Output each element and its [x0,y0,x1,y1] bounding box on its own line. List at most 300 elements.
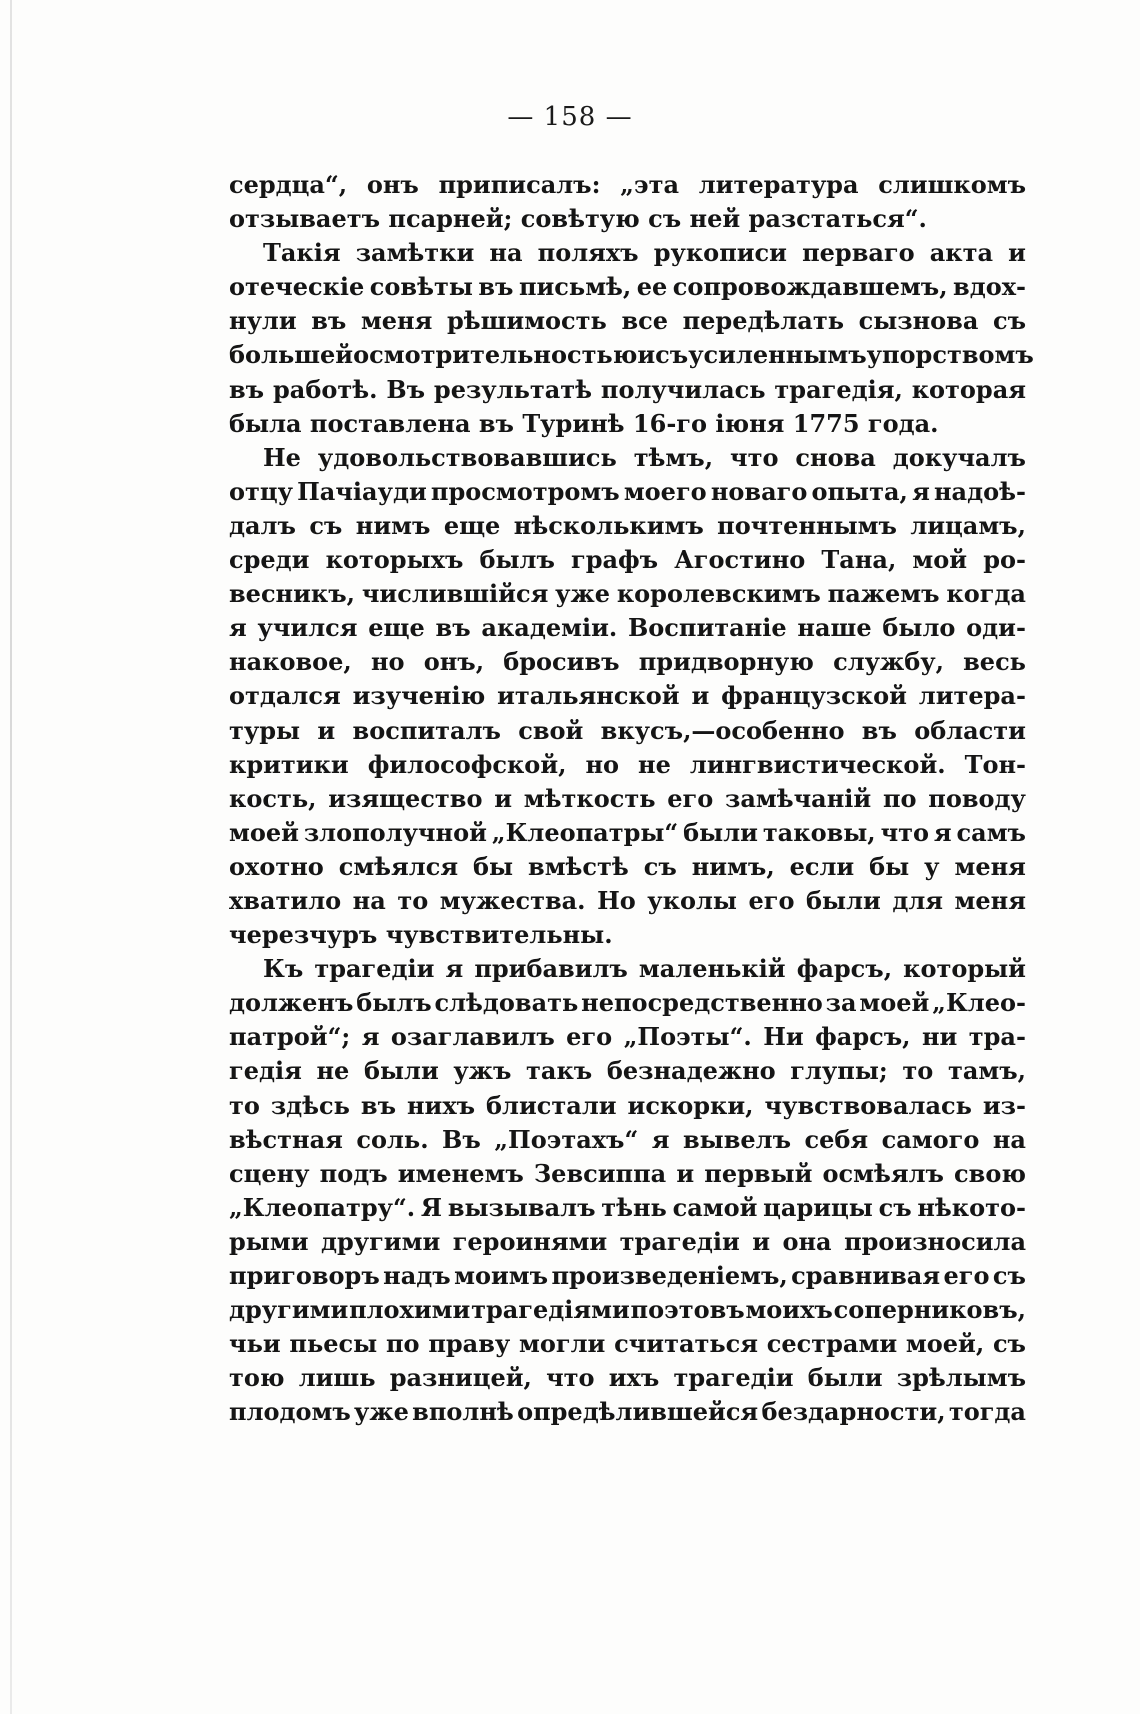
word: но [585,749,620,779]
word: отдался [229,681,341,711]
word: Но [597,885,636,915]
word: въ [311,306,347,336]
word: уколы [647,885,737,915]
word: моей, [905,1329,985,1359]
word: удовольствовавшись [317,442,617,472]
word: туры [229,715,301,745]
word: бы [473,851,514,881]
word: сердца“, [229,170,348,199]
word: не [316,1056,350,1086]
word: нихъ [406,1090,476,1120]
word: слѣдовать [434,988,579,1018]
word: рукописи [653,238,787,268]
word: поэтовъ [630,1295,745,1325]
text-line [229,1123,1026,1157]
word: фарсъ, [796,954,893,984]
word: самъ [956,817,1026,847]
word: снова [795,442,876,472]
text-line [229,884,1026,918]
word: учился [257,613,358,643]
word: Къ [263,954,304,984]
word: подъ [319,1158,388,1188]
word: и [676,1158,695,1188]
word: усиленнымъ [688,340,867,370]
word: но [370,647,405,677]
word: французской [721,681,907,711]
text-line [229,1157,1026,1191]
text-line [229,748,1026,782]
word: поводу [928,783,1026,813]
word: ро- [983,545,1026,575]
word: бы [869,851,910,881]
word: трагедіями [471,1295,630,1325]
text-line [229,1395,1026,1429]
word: поляхъ [537,238,639,268]
word: царицы [763,1192,873,1222]
text-line [229,509,1026,543]
word: чувствовалась [764,1090,972,1120]
word: все [621,306,668,336]
word: не [638,749,671,779]
word: могли [519,1329,606,1359]
word: которыхъ [325,545,464,575]
word: сопровождавшемъ, [672,272,948,302]
word: поставлена [309,408,471,438]
word: на [489,238,523,268]
word: черезчуръ [229,920,378,950]
word: королевскимъ [616,579,821,609]
text-line [229,714,1026,748]
word: плодомъ [229,1397,351,1427]
word: совѣтую [520,204,640,234]
word: ее [636,272,668,302]
text-line [229,611,1026,645]
word: приписалъ: [438,170,601,199]
word: замѣчаній [725,783,872,813]
word: акта [929,238,994,268]
word: было [882,613,956,643]
word: сестрами [766,1329,898,1359]
text-line [229,270,1026,304]
word: его [667,783,714,813]
word: весникъ, [229,579,356,609]
word: наше [797,613,872,643]
word: охотно [229,851,324,881]
word: весь [963,647,1026,677]
word: мужества. [439,885,586,915]
text-line [229,850,1026,884]
word: я [229,613,247,643]
word: пьесы [289,1329,378,1359]
word: мой [912,545,968,575]
word: блистали [486,1090,617,1120]
word: философской, [367,749,567,779]
word: онъ [366,170,419,199]
word: гедія [229,1056,302,1086]
word: письмѣ, [518,272,632,302]
word: что [730,442,779,472]
word: лишь [298,1363,376,1393]
text-line [229,1054,1026,1088]
word: и [752,1226,771,1256]
word: перваго [802,238,915,268]
word: онъ, [423,647,485,677]
word: критики [229,749,349,779]
word: вкусъ,—особенно [600,715,845,745]
word: трагедія, [774,374,903,404]
word: и [317,715,336,745]
word: вызывалъ [447,1192,596,1222]
text-line [229,986,1026,1020]
word: Пачіауди [297,476,427,506]
word: на [992,1124,1026,1154]
word: нимъ, [691,851,775,881]
text-line [229,441,1026,475]
word: чувствительны. [385,920,613,950]
word: Не [263,442,301,472]
word: я [445,954,464,984]
word: осмѣялъ [822,1158,944,1188]
word: его [748,885,795,915]
word: области [914,715,1026,745]
word: въ [861,715,897,745]
word: нѣкото- [917,1192,1026,1222]
word: именемъ [397,1158,524,1188]
text-line [229,543,1026,577]
word: была [229,408,302,438]
text-line [229,1191,1026,1225]
word: съ [992,306,1026,336]
word: здѣсь [270,1090,350,1120]
text-line [229,168,1026,202]
word: изящество [328,783,483,813]
word: моего [623,476,707,506]
word: который [903,954,1026,984]
word: въ [435,613,471,643]
word: по [882,783,917,813]
word: самой [672,1192,758,1222]
word: Такія [263,238,341,268]
word: пажемъ [827,579,940,609]
word: отцу [229,476,293,506]
word: трагедіи [619,1226,740,1256]
word: моей [859,988,930,1018]
text-line [229,1293,1026,1327]
word: надоѣ- [933,476,1026,506]
word: передѣлать [682,306,844,336]
word: героинями [452,1226,608,1256]
word: я [933,817,952,847]
word: въ [360,1090,397,1120]
word: разницей, [389,1363,532,1393]
word: Зевсиппа [533,1158,667,1188]
word: слишкомъ [878,170,1026,199]
word: тѣмъ, [633,442,714,472]
word: и [691,681,710,711]
word: сцену [229,1158,310,1188]
word: нѣсколькимъ [513,510,704,540]
word: „Клеопатру“. [229,1192,416,1222]
word: воспиталъ [352,715,501,745]
word: маленькій [638,954,786,984]
word: я [651,1124,670,1154]
word: самого [881,1124,980,1154]
word: смѣялся [338,851,459,881]
text-line [229,1259,1026,1293]
word: тогда [948,1397,1026,1427]
word: моихъ [745,1295,833,1325]
word: долженъ [229,988,354,1018]
word: что [880,817,930,847]
word: были [806,885,881,915]
word: праву [428,1329,511,1359]
word: соперниковъ, [833,1295,1026,1325]
word: съ [309,510,343,540]
word: рыми [229,1226,309,1256]
word: Туринѣ [522,408,625,438]
word: свой [518,715,584,745]
word: „Клео- [932,988,1026,1018]
word: хватило [229,885,342,915]
word: уже [354,1397,409,1427]
word: большей [229,340,354,370]
word: іюня [715,408,785,438]
text-line [229,1225,1026,1259]
word: сызнова [858,306,979,336]
word: я [361,1022,380,1052]
word: съ [648,204,682,234]
text-line [229,1327,1026,1361]
text-line [229,918,1026,952]
word: соль. [356,1124,429,1154]
word: литера- [918,681,1026,711]
word: графъ [570,545,659,575]
word: вмѣстѣ [528,851,629,881]
word: былъ [479,545,555,575]
word: оди- [966,613,1026,643]
text-line [229,304,1026,338]
word: еще [443,510,501,540]
word: то [229,1090,260,1120]
word: были [807,1363,883,1393]
word: получилась [600,374,766,404]
word: тамъ, [947,1056,1026,1086]
word: ихъ [608,1363,660,1393]
word: упорствомъ [866,340,1034,370]
word: съ [643,851,677,881]
word: докучалъ [892,442,1026,472]
word: отзываетъ [229,204,381,234]
word: сравнивая [791,1261,941,1290]
word: вполнѣ [412,1397,514,1427]
word: его [566,1022,613,1052]
body-text [229,168,1034,1429]
text-line [229,236,1026,270]
text-line [229,1089,1026,1123]
word: Я [420,1192,443,1222]
text-line [229,202,1026,236]
word: непосредственно [581,988,823,1018]
word: меня [954,851,1026,881]
word: произведеніемъ, [551,1261,788,1290]
word: разстаться“. [748,204,927,234]
word: изученію [352,681,486,711]
word: лингвистической. [689,749,946,779]
word: такъ [526,1056,593,1086]
word: у [924,851,940,881]
word: въ [229,374,265,404]
word: свою [954,1158,1026,1188]
word: если [789,851,855,881]
word: я [912,476,930,506]
word: совѣты [369,272,473,302]
text-line [229,407,1026,441]
word: рѣшимость [446,306,607,336]
word: почтеннымъ [717,510,897,540]
word: то [902,1056,934,1086]
word: далъ [229,510,296,540]
word: то [397,885,429,915]
word: зрѣлымъ [896,1363,1026,1393]
word: Агостино [674,545,806,575]
word: вѣстная [229,1124,343,1154]
word: съ [655,340,689,370]
word: результатѣ [433,374,593,404]
word: другими [320,1226,441,1256]
word: моей [229,817,299,847]
text-line [229,645,1026,679]
word: опредѣлившейся [517,1397,759,1427]
word: считаться [614,1329,758,1359]
word: тою [229,1363,285,1393]
text-line [229,475,1026,509]
text-line [229,373,1026,407]
word: числившійся [361,579,549,609]
word: Въ [386,374,426,404]
word: 1775 [792,408,860,438]
word: чьи [229,1329,281,1359]
word: моимъ [454,1261,549,1290]
text-line [229,816,1026,850]
word: тра- [968,1022,1026,1052]
text-line [229,679,1026,713]
word: осмотрительностью [353,340,638,370]
word: академіи. [481,613,618,643]
word: злополучной [303,817,487,847]
word: искорки, [627,1090,754,1120]
word: когда [946,579,1026,609]
word: вывелъ [682,1124,791,1154]
word: Ни [763,1022,804,1052]
word: „Поэтахъ“ [494,1124,639,1154]
word: уже [555,579,610,609]
word: „Клеопатры“ [491,817,679,847]
text-line [229,577,1026,611]
word: произносила [844,1226,1026,1256]
word: „эта [620,170,680,199]
word: съ [992,1329,1026,1359]
word: безнадежно [606,1056,776,1086]
word: „Поэты“. [623,1022,752,1052]
text-line [229,338,1034,372]
word: лицамъ, [910,510,1026,540]
text-line [229,1361,1026,1395]
word: плохими [349,1295,471,1325]
text-line [229,782,1026,816]
word: новаго [710,476,808,506]
word: въ [478,408,514,438]
word: мѣткость [523,783,656,813]
text-line [229,952,1026,986]
word: съ [992,1261,1026,1290]
word: меня [360,306,433,336]
word: работѣ. [272,374,378,404]
word: которая [911,374,1026,404]
word: кость, [229,783,317,813]
word: итальянской [497,681,680,711]
word: патрой“; [229,1022,351,1052]
word: ни [921,1022,958,1052]
word: что [546,1363,595,1393]
word: и [494,783,513,813]
word: озаглавилъ [390,1022,555,1052]
scan-edge-shadow [10,0,12,1714]
word: года. [867,408,939,438]
word: наковое, [229,647,352,677]
word: былъ [356,988,432,1018]
word: трагедіи [673,1363,794,1393]
word: Въ [442,1124,481,1154]
word: нули [229,306,297,336]
word: опыта, [811,476,908,506]
word: тѣнь [601,1192,667,1222]
word: надъ [383,1261,451,1290]
word: ужъ [453,1056,512,1086]
word: Тана, [821,545,897,575]
word: бездарности, [761,1397,946,1427]
word: для [892,885,943,915]
word: приговоръ [229,1261,380,1290]
word: фарсъ, [815,1022,911,1052]
word: литература [698,170,859,199]
word: на [352,885,386,915]
word: еще [368,613,425,643]
word: прибавилъ [474,954,628,984]
word: службу, [833,647,944,677]
word: себя [804,1124,869,1154]
word: по [385,1329,420,1359]
word: просмотромъ [430,476,620,506]
text-line [229,1020,1026,1054]
word: глупы; [790,1056,888,1086]
word: другими [229,1295,349,1325]
word: первый [704,1158,813,1188]
word: Воспитаніе [628,613,787,643]
word: бросивъ [503,647,620,677]
word: ней [689,204,741,234]
word: были [683,817,758,847]
word: придворную [638,647,814,677]
word: въ [478,272,514,302]
word: 16-го [632,408,707,438]
word: из- [982,1090,1026,1120]
word: таковы, [762,817,876,847]
word: Тон- [964,749,1026,779]
word: псарней; [388,204,513,234]
word: меня [954,885,1026,915]
word: замѣтки [355,238,475,268]
word: и [637,340,656,370]
